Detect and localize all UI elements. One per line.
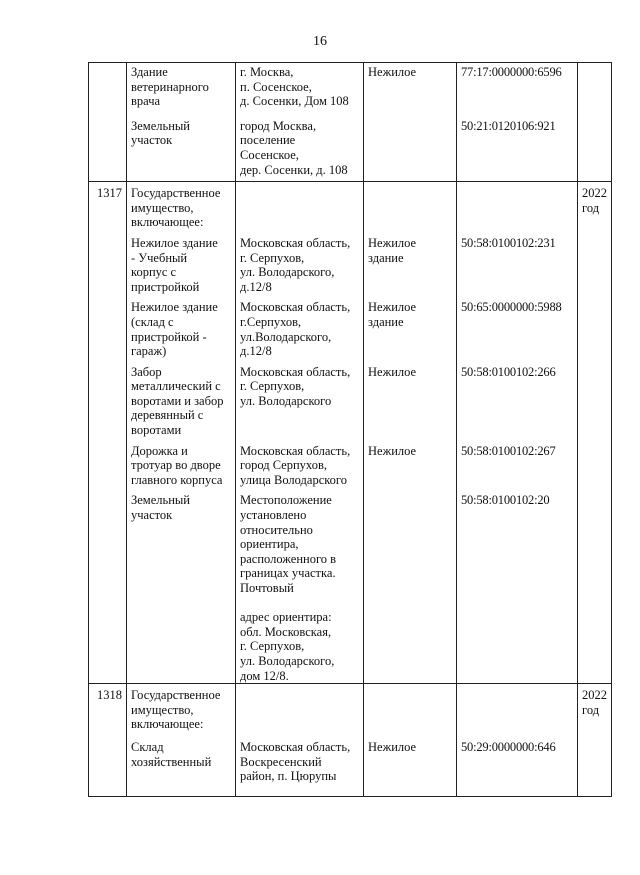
property-name-line: Дорожка и — [131, 443, 188, 458]
property-address-line: п. Сосенское, — [240, 79, 312, 94]
property-name — [127, 438, 236, 488]
property-address-line: район, п. Цюрупы — [240, 769, 337, 784]
row-number-empty — [89, 487, 127, 683]
property-address-line: ориентира, — [240, 537, 299, 552]
property-address-line: адрес ориентира: — [240, 610, 332, 625]
property-type — [364, 294, 457, 358]
row-number-empty — [89, 438, 127, 488]
property-address-line: ул. Володарского, — [240, 653, 335, 668]
property-address — [236, 63, 364, 109]
property-name-line: врача — [131, 94, 161, 109]
property-address-line: ул.Володарского, — [240, 329, 332, 344]
property-table — [88, 62, 612, 797]
row-number-empty — [89, 63, 127, 109]
property-name-line: участок — [131, 133, 173, 148]
property-address-line: расположенного в — [240, 551, 337, 566]
property-name-line: главного корпуса — [131, 472, 223, 487]
property-name — [127, 359, 236, 438]
property-name-line: пристройкой - — [131, 329, 207, 344]
year-cell: 2022 год — [578, 684, 612, 732]
property-type-line: Нежилое — [368, 300, 417, 315]
property-name-line: хозяйственный — [131, 754, 212, 769]
year-cell: 2022 год — [578, 182, 612, 230]
property-address-line: улица Володарского — [240, 472, 348, 487]
property-row — [89, 63, 612, 109]
empty-cell — [236, 182, 364, 230]
cadastral-number: 50:58:0100102:267 — [457, 438, 578, 488]
property-address-line: г. Серпухов, — [240, 639, 305, 654]
property-name-line: (склад с — [131, 314, 174, 329]
property-address-line: дер. Сосенки, д. 108 — [240, 162, 348, 177]
empty-cell — [457, 684, 578, 732]
property-name-line: Земельный — [131, 493, 190, 508]
property-type-line: здание — [368, 250, 404, 265]
property-name-line: воротами и забор — [131, 393, 224, 408]
cadastral-number: 50:58:0100102:266 — [457, 359, 578, 438]
property-address — [236, 438, 364, 488]
property-address-line: установлено — [240, 508, 307, 523]
year-empty — [578, 294, 612, 358]
property-row — [89, 732, 612, 796]
property-address-line: Московская область, — [240, 364, 351, 379]
property-name-line: корпус с — [131, 265, 177, 280]
row-number-empty — [89, 109, 127, 182]
property-row — [89, 438, 612, 488]
property-address-line: Местоположение — [240, 493, 332, 508]
year-empty — [578, 230, 612, 294]
property-name-line: - Учебный — [131, 250, 188, 265]
property-name — [127, 230, 236, 294]
property-address — [236, 109, 364, 182]
property-type-line: Нежилое — [368, 739, 417, 754]
group-header-row — [89, 684, 612, 732]
property-row — [89, 487, 612, 683]
property-name-line: деревянный с — [131, 408, 204, 423]
property-address-line: Московская область, — [240, 300, 351, 315]
property-row — [89, 230, 612, 294]
cadastral-number: 50:21:0120106:921 — [457, 109, 578, 182]
property-name — [127, 63, 236, 109]
property-name-line: ветеринарного — [131, 79, 209, 94]
property-type — [364, 487, 457, 683]
property-name-line: Нежилое здание — [131, 300, 218, 315]
property-address-line: Московская область, — [240, 739, 351, 754]
property-address-line: Московская область, — [240, 443, 351, 458]
property-row — [89, 359, 612, 438]
row-number: 1317 — [89, 182, 127, 230]
property-address-line: г. Москва, — [240, 65, 294, 79]
property-type-line: Нежилое — [368, 364, 417, 379]
page-number: 16 — [313, 34, 327, 49]
property-address-line — [240, 596, 359, 611]
property-type — [364, 230, 457, 294]
property-address-line: г.Серпухов, — [240, 314, 302, 329]
property-name-line: металлический с — [131, 379, 221, 394]
year-empty — [578, 109, 612, 182]
property-table-body — [89, 63, 612, 797]
year-empty — [578, 359, 612, 438]
property-type-line: Нежилое — [368, 65, 417, 79]
property-address-line: город Серпухов, — [240, 458, 327, 473]
property-name-line: Забор — [131, 364, 162, 379]
property-type-line: Нежилое — [368, 235, 417, 250]
property-address — [236, 359, 364, 438]
empty-cell — [236, 684, 364, 732]
property-address-line: поселение — [240, 133, 296, 148]
property-address-line: относительно — [240, 522, 313, 537]
property-address-line: дом 12/8. — [240, 668, 289, 683]
property-name-line: Земельный — [131, 118, 190, 133]
property-name-line: гараж) — [131, 344, 167, 359]
group-header: Государственное имущество, включающее: — [127, 182, 236, 230]
cadastral-number: 50:29:0000000:646 — [457, 732, 578, 796]
property-row — [89, 294, 612, 358]
property-address-line: д. Сосенки, Дом 108 — [240, 94, 349, 109]
property-name — [127, 487, 236, 683]
property-address-line: д.12/8 — [240, 344, 272, 359]
property-type — [364, 359, 457, 438]
property-address — [236, 230, 364, 294]
property-address — [236, 294, 364, 358]
property-address-line: Почтовый — [240, 581, 294, 595]
property-name-line: пристройкой — [131, 279, 200, 294]
year-empty — [578, 732, 612, 796]
property-type — [364, 109, 457, 182]
property-address-line: г. Серпухов, — [240, 379, 305, 394]
property-type-line: Нежилое — [368, 443, 417, 458]
row-number-empty — [89, 294, 127, 358]
property-type — [364, 438, 457, 488]
property-address-line: д.12/8 — [240, 279, 272, 294]
property-address — [236, 732, 364, 796]
property-address-line: город Москва, — [240, 118, 317, 133]
property-name-line: Нежилое здание — [131, 235, 218, 250]
property-name-line: Здание — [131, 65, 168, 79]
property-type — [364, 63, 457, 109]
group-header-row — [89, 182, 612, 230]
property-type — [364, 732, 457, 796]
year-empty — [578, 487, 612, 683]
property-name — [127, 294, 236, 358]
row-number-empty — [89, 732, 127, 796]
empty-cell — [364, 182, 457, 230]
property-name-line: воротами — [131, 423, 182, 438]
row-number-empty — [89, 230, 127, 294]
cadastral-number: 50:58:0100102:231 — [457, 230, 578, 294]
row-number-empty — [89, 359, 127, 438]
property-name — [127, 732, 236, 796]
property-address-line: Московская область, — [240, 235, 351, 250]
property-name-line: тротуар во дворе — [131, 458, 221, 473]
property-address-line: ул. Володарского, — [240, 265, 335, 280]
row-number: 1318 — [89, 684, 127, 732]
property-name-line: участок — [131, 508, 173, 523]
property-name — [127, 109, 236, 182]
empty-cell — [457, 182, 578, 230]
group-header: Государственное имущество, включающее: — [127, 684, 236, 732]
property-address-line: Сосенское, — [240, 147, 299, 162]
empty-cell — [364, 684, 457, 732]
cadastral-number: 50:58:0100102:20 — [457, 487, 578, 683]
property-address-line: обл. Московская, — [240, 624, 332, 639]
property-address-line: Воскресенский — [240, 754, 322, 769]
property-address — [236, 487, 364, 683]
property-address-line: г. Серпухов, — [240, 250, 305, 265]
cadastral-number: 77:17:0000000:6596 — [457, 63, 578, 109]
year-empty — [578, 438, 612, 488]
year-empty — [578, 63, 612, 109]
property-row — [89, 109, 612, 182]
property-name-line: Склад — [131, 739, 164, 754]
property-type-line: здание — [368, 314, 404, 329]
property-address-line: ул. Володарского — [240, 393, 332, 408]
property-address-line: границах участка. — [240, 566, 336, 581]
cadastral-number: 50:65:0000000:5988 — [457, 294, 578, 358]
